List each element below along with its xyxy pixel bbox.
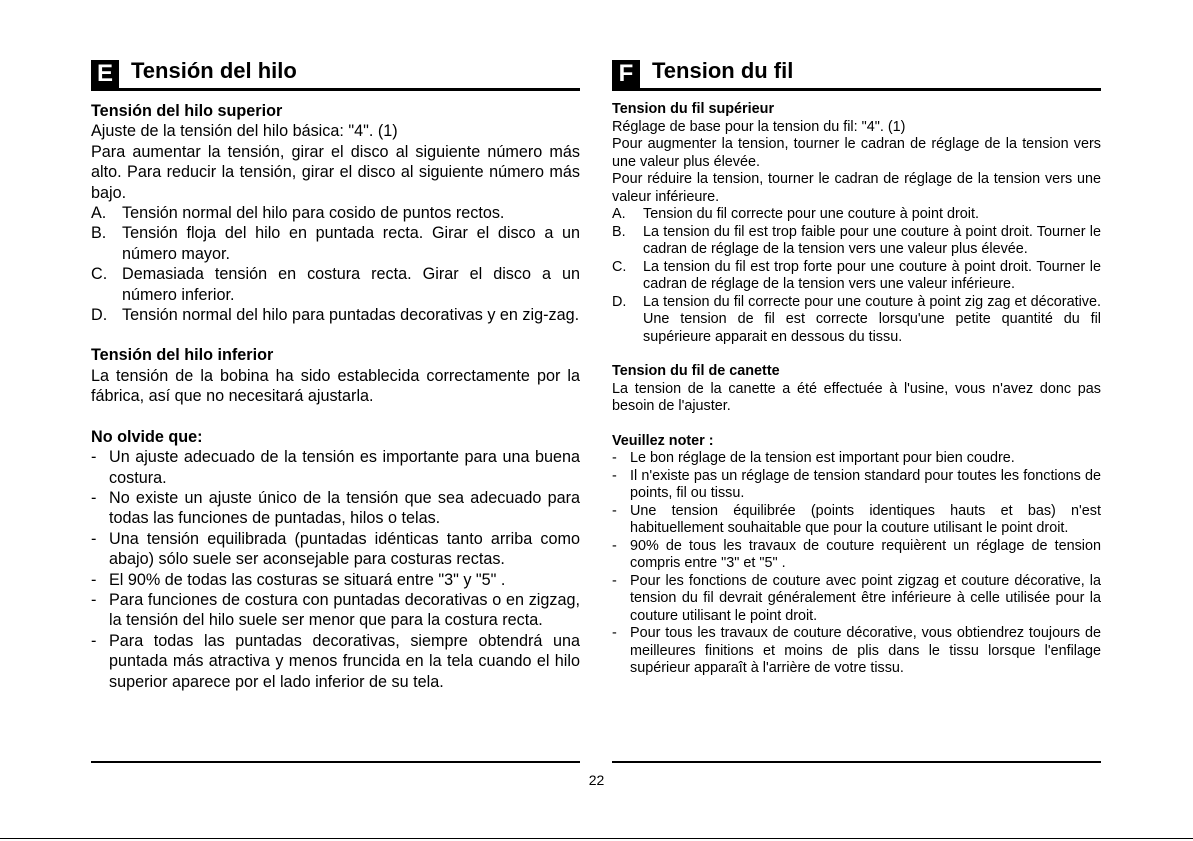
- spanish-body: [91, 101, 580, 692]
- list-item: [91, 305, 580, 325]
- list-text: Tensión floja del hilo en puntada recta. Girar el disco a un número mayor.: [122, 224, 580, 263]
- note-item: [612, 503, 1101, 538]
- note-text: Una tensión equilibrada (puntadas idénticas tanto arriba como abajo) sólo suele ser aconsejable para costuras rectas.: [109, 529, 580, 569]
- list-marker: C.: [612, 258, 627, 275]
- list-marker: B.: [91, 224, 107, 243]
- note-item: [91, 631, 580, 692]
- lower-thread-text: La tension de la canette a été effectuée à l'usine, vous n'avez donc pas besoin de l'ajuster.: [612, 380, 1101, 414]
- dash-marker: -: [91, 529, 97, 548]
- french-column: [612, 54, 1101, 678]
- note-item: [91, 570, 580, 590]
- note-text: 90% de tous les travaux de couture requièrent un réglage de tension compris entre "3" et "5" .: [630, 537, 1101, 571]
- list-marker: A.: [612, 206, 626, 222]
- dash-marker: -: [612, 502, 617, 519]
- page-number: 22: [588, 772, 605, 788]
- list-item: [91, 264, 580, 305]
- list-marker: C.: [91, 265, 108, 284]
- note-item: [612, 573, 1101, 626]
- increase-instructions: Pour augmenter la tension, tourner le cadran de réglage de la tension vers une valeur plus élevée.: [612, 136, 1101, 170]
- note-item: [612, 625, 1101, 678]
- upper-thread-heading: Tension du fil supérieur: [612, 101, 775, 117]
- french-body: [612, 101, 1101, 678]
- lower-thread-text: La tensión de la bobina ha sido establecida correctamente por la fábrica, así que no necesitará ajustarla.: [91, 366, 580, 406]
- note-text: Para todas las puntadas decorativas, siempre obtendrá una puntada más atractiva y menos fruncida en la tela cuando el hilo superior aparece por el lado inferior de su tela.: [109, 631, 580, 691]
- basic-setting-text: Ajuste de la tensión del hilo básica: "4". (1): [91, 122, 398, 141]
- list-item: [91, 203, 580, 223]
- note-item: [612, 450, 1101, 468]
- dash-marker: -: [91, 570, 97, 589]
- note-text: No existe un ajuste único de la tensión que sea adecuado para todas las funciones de puntadas, hilos o telas.: [109, 488, 580, 528]
- language-badge-e: E: [91, 60, 119, 88]
- footer-rule-left: [91, 761, 580, 763]
- list-text: La tension du fil correcte pour une couture à point zig zag et décorative. Une tension de fil est correcte lorsqu'une petite quantité du fil supérieure apparait en dessous du tissu.: [643, 293, 1101, 345]
- dash-marker: -: [91, 448, 97, 467]
- list-text: Tension du fil correcte pour une couture à point droit.: [643, 206, 979, 222]
- note-item: [91, 447, 580, 488]
- note-item: [612, 538, 1101, 573]
- adjust-instructions: Para aumentar la tensión, girar el disco al siguiente número más alto. Para reducir la tensión, girar el disco al siguiente número más bajo.: [91, 142, 580, 202]
- dash-marker: -: [91, 488, 97, 507]
- note-text: Un ajuste adecuado de la tensión es importante para una buena costura.: [109, 448, 580, 487]
- list-marker: A.: [91, 204, 107, 223]
- list-text: Demasiada tensión en costura recta. Girar el disco a un número inferior.: [122, 265, 580, 304]
- list-text: Tensión normal del hilo para puntadas decorativas y en zig-zag.: [122, 306, 580, 325]
- section-title: Tensión del hilo: [131, 58, 297, 83]
- note-item: [91, 488, 580, 529]
- spanish-header: [91, 54, 580, 91]
- note-item: [91, 590, 580, 631]
- upper-thread-heading: Tensión del hilo superior: [91, 102, 283, 120]
- list-item: [91, 223, 580, 264]
- list-marker: D.: [91, 306, 108, 325]
- note-text: Pour les fonctions de couture avec point zigzag et couture décorative, la tension du fil devrait généralement être inférieure à celle utilisée pour la couture utilisant le point droit.: [630, 572, 1101, 624]
- section-title: Tension du fil: [652, 58, 794, 83]
- note-text: Le bon réglage de la tension est important pour bien coudre.: [630, 450, 1015, 466]
- dash-marker: -: [612, 450, 617, 466]
- list-item: [612, 294, 1101, 347]
- language-badge-f: F: [612, 60, 640, 88]
- spanish-column: [91, 54, 580, 692]
- list-item: [612, 206, 1101, 224]
- lower-thread-heading: Tensión del hilo inferior: [91, 346, 274, 365]
- list-item: [612, 259, 1101, 294]
- list-marker: D.: [612, 293, 627, 310]
- list-item: [612, 224, 1101, 259]
- basic-setting-text: Réglage de base pour la tension du fil: "4". (1): [612, 118, 906, 135]
- dash-marker: -: [612, 572, 617, 589]
- page-edge-rule: [0, 838, 1193, 839]
- list-text: Tensión normal del hilo para cosido de puntos rectos.: [122, 204, 505, 223]
- dash-marker: -: [91, 590, 97, 609]
- note-item: [612, 468, 1101, 503]
- note-heading: No olvide que:: [91, 427, 203, 446]
- french-header: [612, 54, 1101, 91]
- note-item: [91, 529, 580, 570]
- dash-marker: -: [91, 631, 97, 650]
- note-text: Para funciones de costura con puntadas decorativas o en zigzag, la tensión del hilo suele ser menor que para la costura recta.: [109, 590, 580, 630]
- dash-marker: -: [612, 537, 617, 554]
- list-marker: B.: [612, 223, 626, 240]
- dash-marker: -: [612, 625, 617, 641]
- list-text: La tension du fil est trop faible pour une couture à point droit. Tourner le cadran de réglage de la tension vers une valeur plus élevée.: [643, 223, 1101, 257]
- note-text: Pour tous les travaux de couture décorative, vous obtiendrez toujours de meilleures finitions et moins de plis dans le tissu lorsque l'enfilage supérieur apparaît à l'arrière de votre tissu.: [630, 625, 1101, 676]
- list-text: La tension du fil est trop forte pour une couture à point droit. Tourner le cadran de réglage de la tension vers une valeur inférieure.: [643, 258, 1101, 292]
- note-text: Une tension équilibrée (points identiques hauts et bas) n'est habituellement souhaitable que pour la couture utilisant le point droit.: [630, 502, 1101, 536]
- note-text: Il n'existe pas un réglage de tension standard pour toutes les fonctions de points, fil ou tissu.: [630, 467, 1101, 501]
- note-heading: Veuillez noter :: [612, 432, 714, 449]
- dash-marker: -: [612, 467, 617, 484]
- footer-rule-right: [612, 761, 1101, 763]
- note-text: El 90% de todas las costuras se situará entre "3" y "5" .: [109, 570, 506, 589]
- lower-thread-heading: Tension du fil de canette: [612, 363, 780, 379]
- decrease-instructions: Pour réduire la tension, tourner le cadran de réglage de la tension vers une valeur inférieure.: [612, 171, 1101, 205]
